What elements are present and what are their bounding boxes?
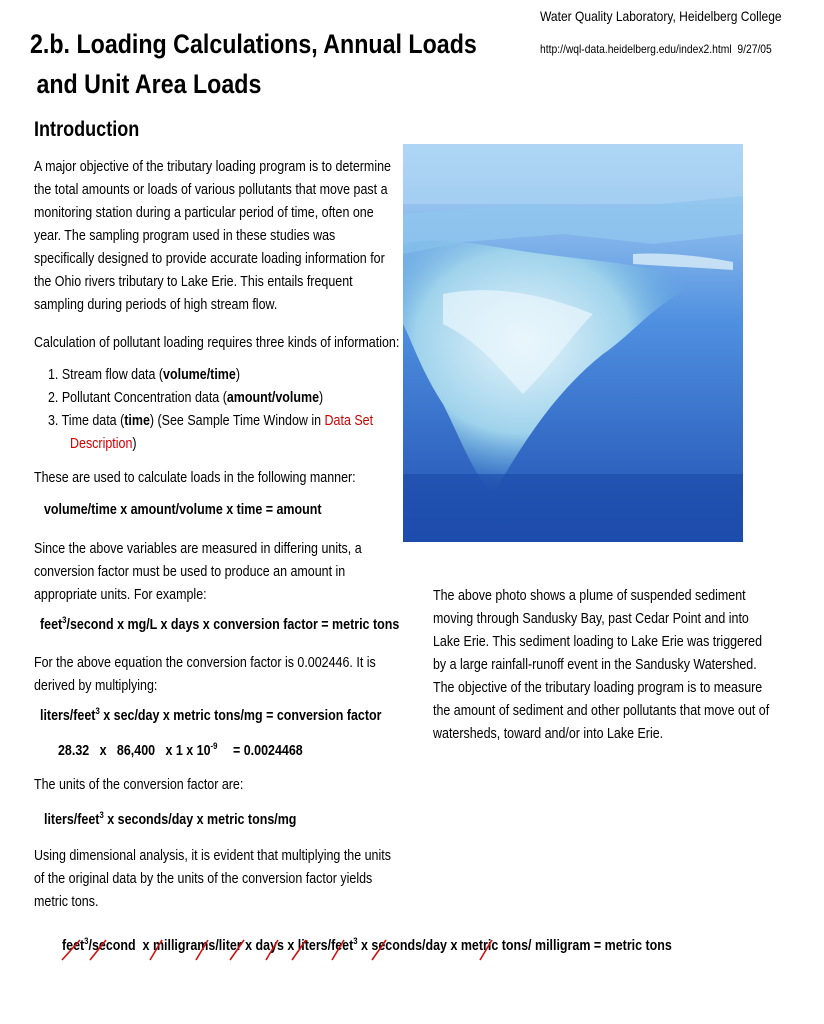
list-item: 3. Time data (time) (See Sample Time Window in Data Set bbox=[48, 413, 374, 429]
lab-name: Water Quality Laboratory, Heidelberg College bbox=[540, 8, 782, 24]
cancel-stroke bbox=[196, 940, 208, 960]
title-line-2: and Unit Area Loads bbox=[30, 69, 262, 99]
url-text: http://wql-data.heidelberg.edu/index2.html bbox=[540, 42, 732, 56]
equation-conversion-factor: liters/feet$^3$ x sec/day x metric tons/mg = conversion factor bbox=[40, 706, 382, 724]
lake-erie-sediment-photo bbox=[403, 144, 743, 542]
cancel-stroke bbox=[266, 940, 278, 960]
equation-units: liters/feet$^3$ x seconds/day x metric tons/mg bbox=[44, 810, 297, 828]
for-paragraph: For the above equation the conversion factor is 0.002446. It is derived by multiplying: bbox=[34, 655, 376, 694]
cancel-stroke bbox=[372, 940, 386, 960]
cancel-stroke bbox=[332, 940, 344, 960]
equation-metric-tons: feet$^3$/second x mg/L x days x conversion factor = metric tons bbox=[40, 615, 400, 633]
equation-numeric: 28.32 x 86,400 x 1 x $10^{-9}$ bbox=[58, 741, 218, 759]
cancel-stroke bbox=[150, 940, 162, 960]
title-line-1: 2.b. Loading Calculations, Annual Loads bbox=[30, 29, 477, 59]
equation-numeric-result: = 0.0024468 bbox=[233, 743, 303, 759]
cancel-stroke bbox=[480, 940, 492, 960]
data-set-description-link[interactable]: Data Set bbox=[324, 413, 374, 429]
photo-caption: The above photo shows a plume of suspended sediment moving through Sandusky Bay, past Cedar Point and into Lake Erie. This sediment loading to Lake Erie was triggered by a large rainfall-runoff event in the Sandusky Watershed. The objective of the tributary loading program is to measure the amount of sediment and other pollutants that move out of watersheds, toward and/or into Lake Erie. bbox=[433, 588, 770, 742]
using-paragraph: Using dimensional analysis, it is evident that multiplying the units of the original data by the units of the conversion factor yields metric tons. bbox=[34, 848, 391, 910]
dimensional-analysis-equation: feet$^3$/second x milligrams/liter x days x liters/feet$^3$ x seconds/day x metric tons/ milligram = metric tons bbox=[62, 936, 672, 954]
since-paragraph: Since the above variables are measured in differing units, a conversion factor must be used to produce an amount in appropriate units. For example: bbox=[34, 541, 362, 603]
source-url bbox=[540, 42, 810, 56]
equation-amount: volume/time x amount/volume x time = amount bbox=[44, 502, 322, 518]
data-set-description-link-cont[interactable]: Description bbox=[70, 436, 133, 452]
info-list: 1. Stream flow data (volume/time) 2. Pollutant Concentration data (amount/volume) 3. Time data (time) (See Sample Time Window in Data Set Description) bbox=[48, 364, 426, 456]
used-to-text: These are used to calculate loads in the following manner: bbox=[34, 470, 356, 486]
date-text: 9/27/05 bbox=[737, 42, 772, 56]
section-heading: Introduction bbox=[34, 118, 140, 141]
list-item: 2. Pollutant Concentration data (amount/volume) bbox=[48, 390, 324, 406]
units-intro: The units of the conversion factor are: bbox=[34, 777, 244, 793]
cancel-stroke bbox=[292, 940, 306, 960]
calc-intro: Calculation of pollutant loading requires three kinds of information: bbox=[34, 335, 400, 351]
cancel-stroke bbox=[90, 940, 106, 960]
intro-paragraph: A major objective of the tributary loading program is to determine the total amounts or loads of various pollutants that move past a monitoring station during a particular period of time, often one year. The sampling program used in these studies was specifically designed to provide accurate loading information for the Ohio rivers tributary to Lake Erie. This entails frequent sampling during periods of high stream flow. bbox=[34, 159, 391, 313]
page-title bbox=[30, 24, 550, 104]
cancel-stroke bbox=[230, 940, 244, 960]
list-item: 1. Stream flow data (volume/time) bbox=[48, 367, 240, 383]
cancellation-strokes bbox=[0, 930, 768, 970]
cancel-stroke bbox=[62, 940, 80, 960]
